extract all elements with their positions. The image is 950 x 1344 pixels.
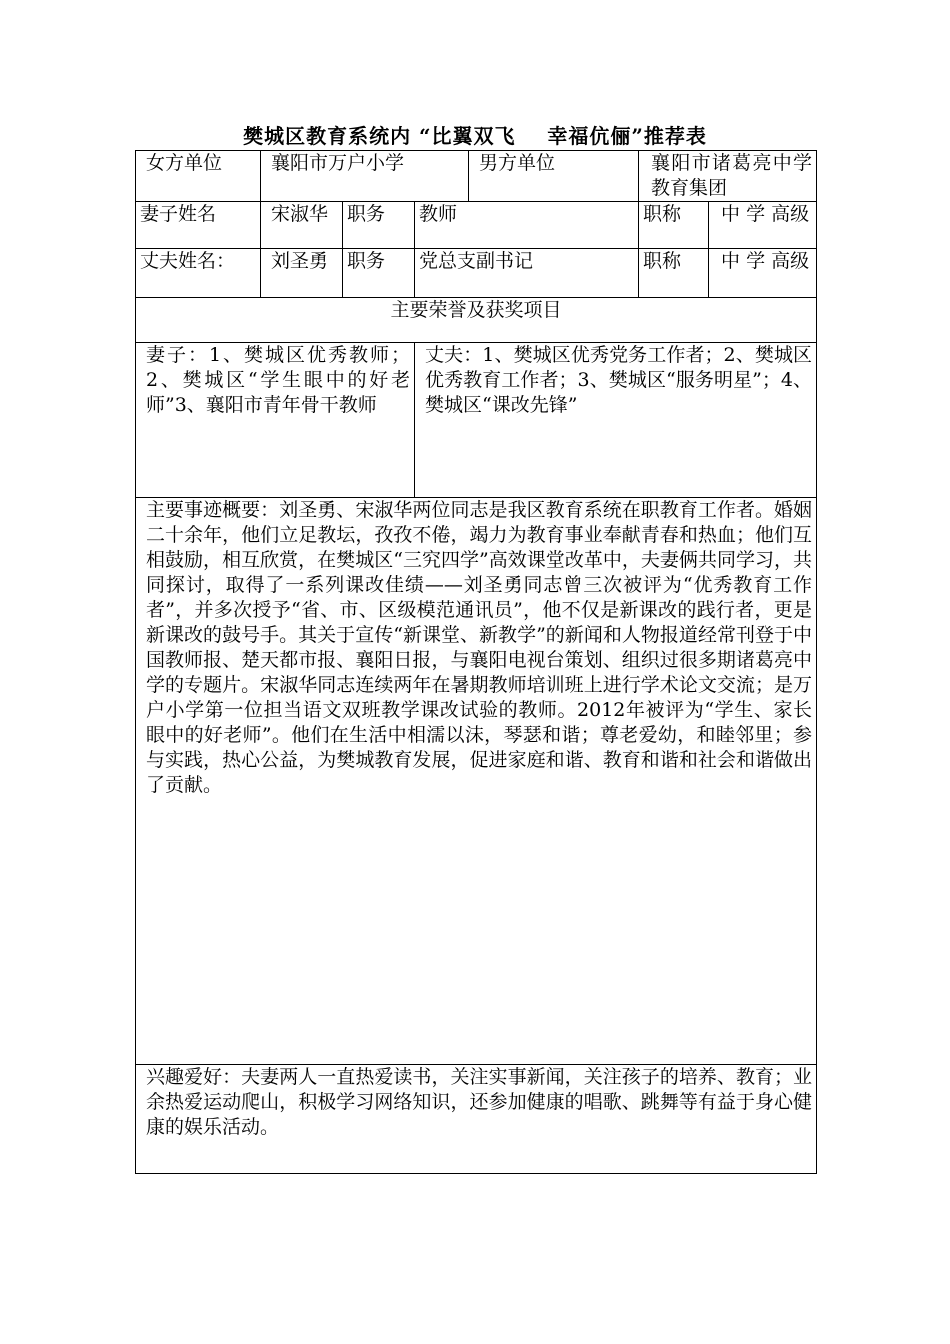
unit-row [136, 151, 817, 202]
wife-rank-label: 职称 [639, 202, 709, 249]
honors-header: 主要荣誉及获奖项目 [136, 298, 817, 343]
husband-name-label: 丈夫姓名： [136, 249, 261, 298]
husband-position-value: 党总支副书记 [415, 249, 639, 298]
female-unit-label: 女方单位 [136, 151, 261, 202]
husband-row [136, 249, 817, 298]
husband-honors: 丈夫：1、樊城区优秀党务工作者；2、樊城区优秀教育工作者；3、樊城区“服务明星”；4、樊城区“课改先锋” [415, 343, 817, 498]
female-unit-value: 襄阳市万户小学 [261, 151, 469, 202]
wife-name-value: 宋淑华 [261, 202, 343, 249]
deeds-row [136, 498, 817, 1065]
wife-row [136, 202, 817, 249]
honors-header-row [136, 298, 817, 343]
husband-name-value: 刘圣勇 [261, 249, 343, 298]
wife-position-value: 教师 [415, 202, 639, 249]
honors-row [136, 343, 817, 498]
wife-name-label: 妻子姓名 [136, 202, 261, 249]
recommendation-table [135, 150, 817, 1174]
page-title: 樊城区教育系统内 “比翼双飞 幸福伉俪”推荐表 [243, 124, 707, 148]
hobbies: 兴趣爱好：夫妻两人一直热爱读书，关注实事新闻，关注孩子的培养、教育；业余热爱运动爬山，积极学习网络知识，还参加健康的唱歌、跳舞等有益于身心健康的娱乐活动。 [136, 1065, 817, 1174]
husband-rank-value: 中 学 高级 [709, 249, 817, 298]
wife-position-label: 职务 [343, 202, 415, 249]
hobbies-row [136, 1065, 817, 1174]
deeds-summary: 主要事迹概要：刘圣勇、宋淑华两位同志是我区教育系统在职教育工作者。婚姻二十余年，他们立足教坛，孜孜不倦，竭力为教育事业奉献青春和热血；他们互相鼓励，相互欣赏，在樊城区“三究四学”高效课堂改革中，夫妻俩共同学习，共同探讨，取得了一系列课改佳绩——刘圣勇同志曾三次被评为“优秀教育工作者”，并多次授予“省、市、区级模范通讯员”，他不仅是新课改的践行者，更是新课改的鼓号手。其关于宣传“新课堂、新教学”的新闻和人物报道经常刊登于中国教师报、楚天都市报、襄阳日报，与襄阳电视台策划、组织过很多期诸葛亮中学的专题片。宋淑华同志连续两年在暑期教师培训班上进行学术论文交流；是万户小学第一位担当语文双班教学课改试验的教师。2012年被评为“学生、家长眼中的好老师”。他们在生活中相濡以沫，琴瑟和谐；尊老爱幼，和睦邻里；参与实践，热心公益，为樊城教育发展，促进家庭和谐、教育和谐和社会和谐做出了贡献。 [136, 498, 817, 1065]
male-unit-label: 男方单位 [469, 151, 639, 202]
male-unit-value: 襄阳市诸葛亮中学教育集团 [639, 151, 817, 202]
wife-honors: 妻子：1、樊城区优秀教师；2、樊城区“学生眼中的好老师”3、襄阳市青年骨干教师 [136, 343, 415, 498]
husband-rank-label: 职称 [639, 249, 709, 298]
wife-rank-value: 中 学 高级 [709, 202, 817, 249]
husband-position-label: 职务 [343, 249, 415, 298]
